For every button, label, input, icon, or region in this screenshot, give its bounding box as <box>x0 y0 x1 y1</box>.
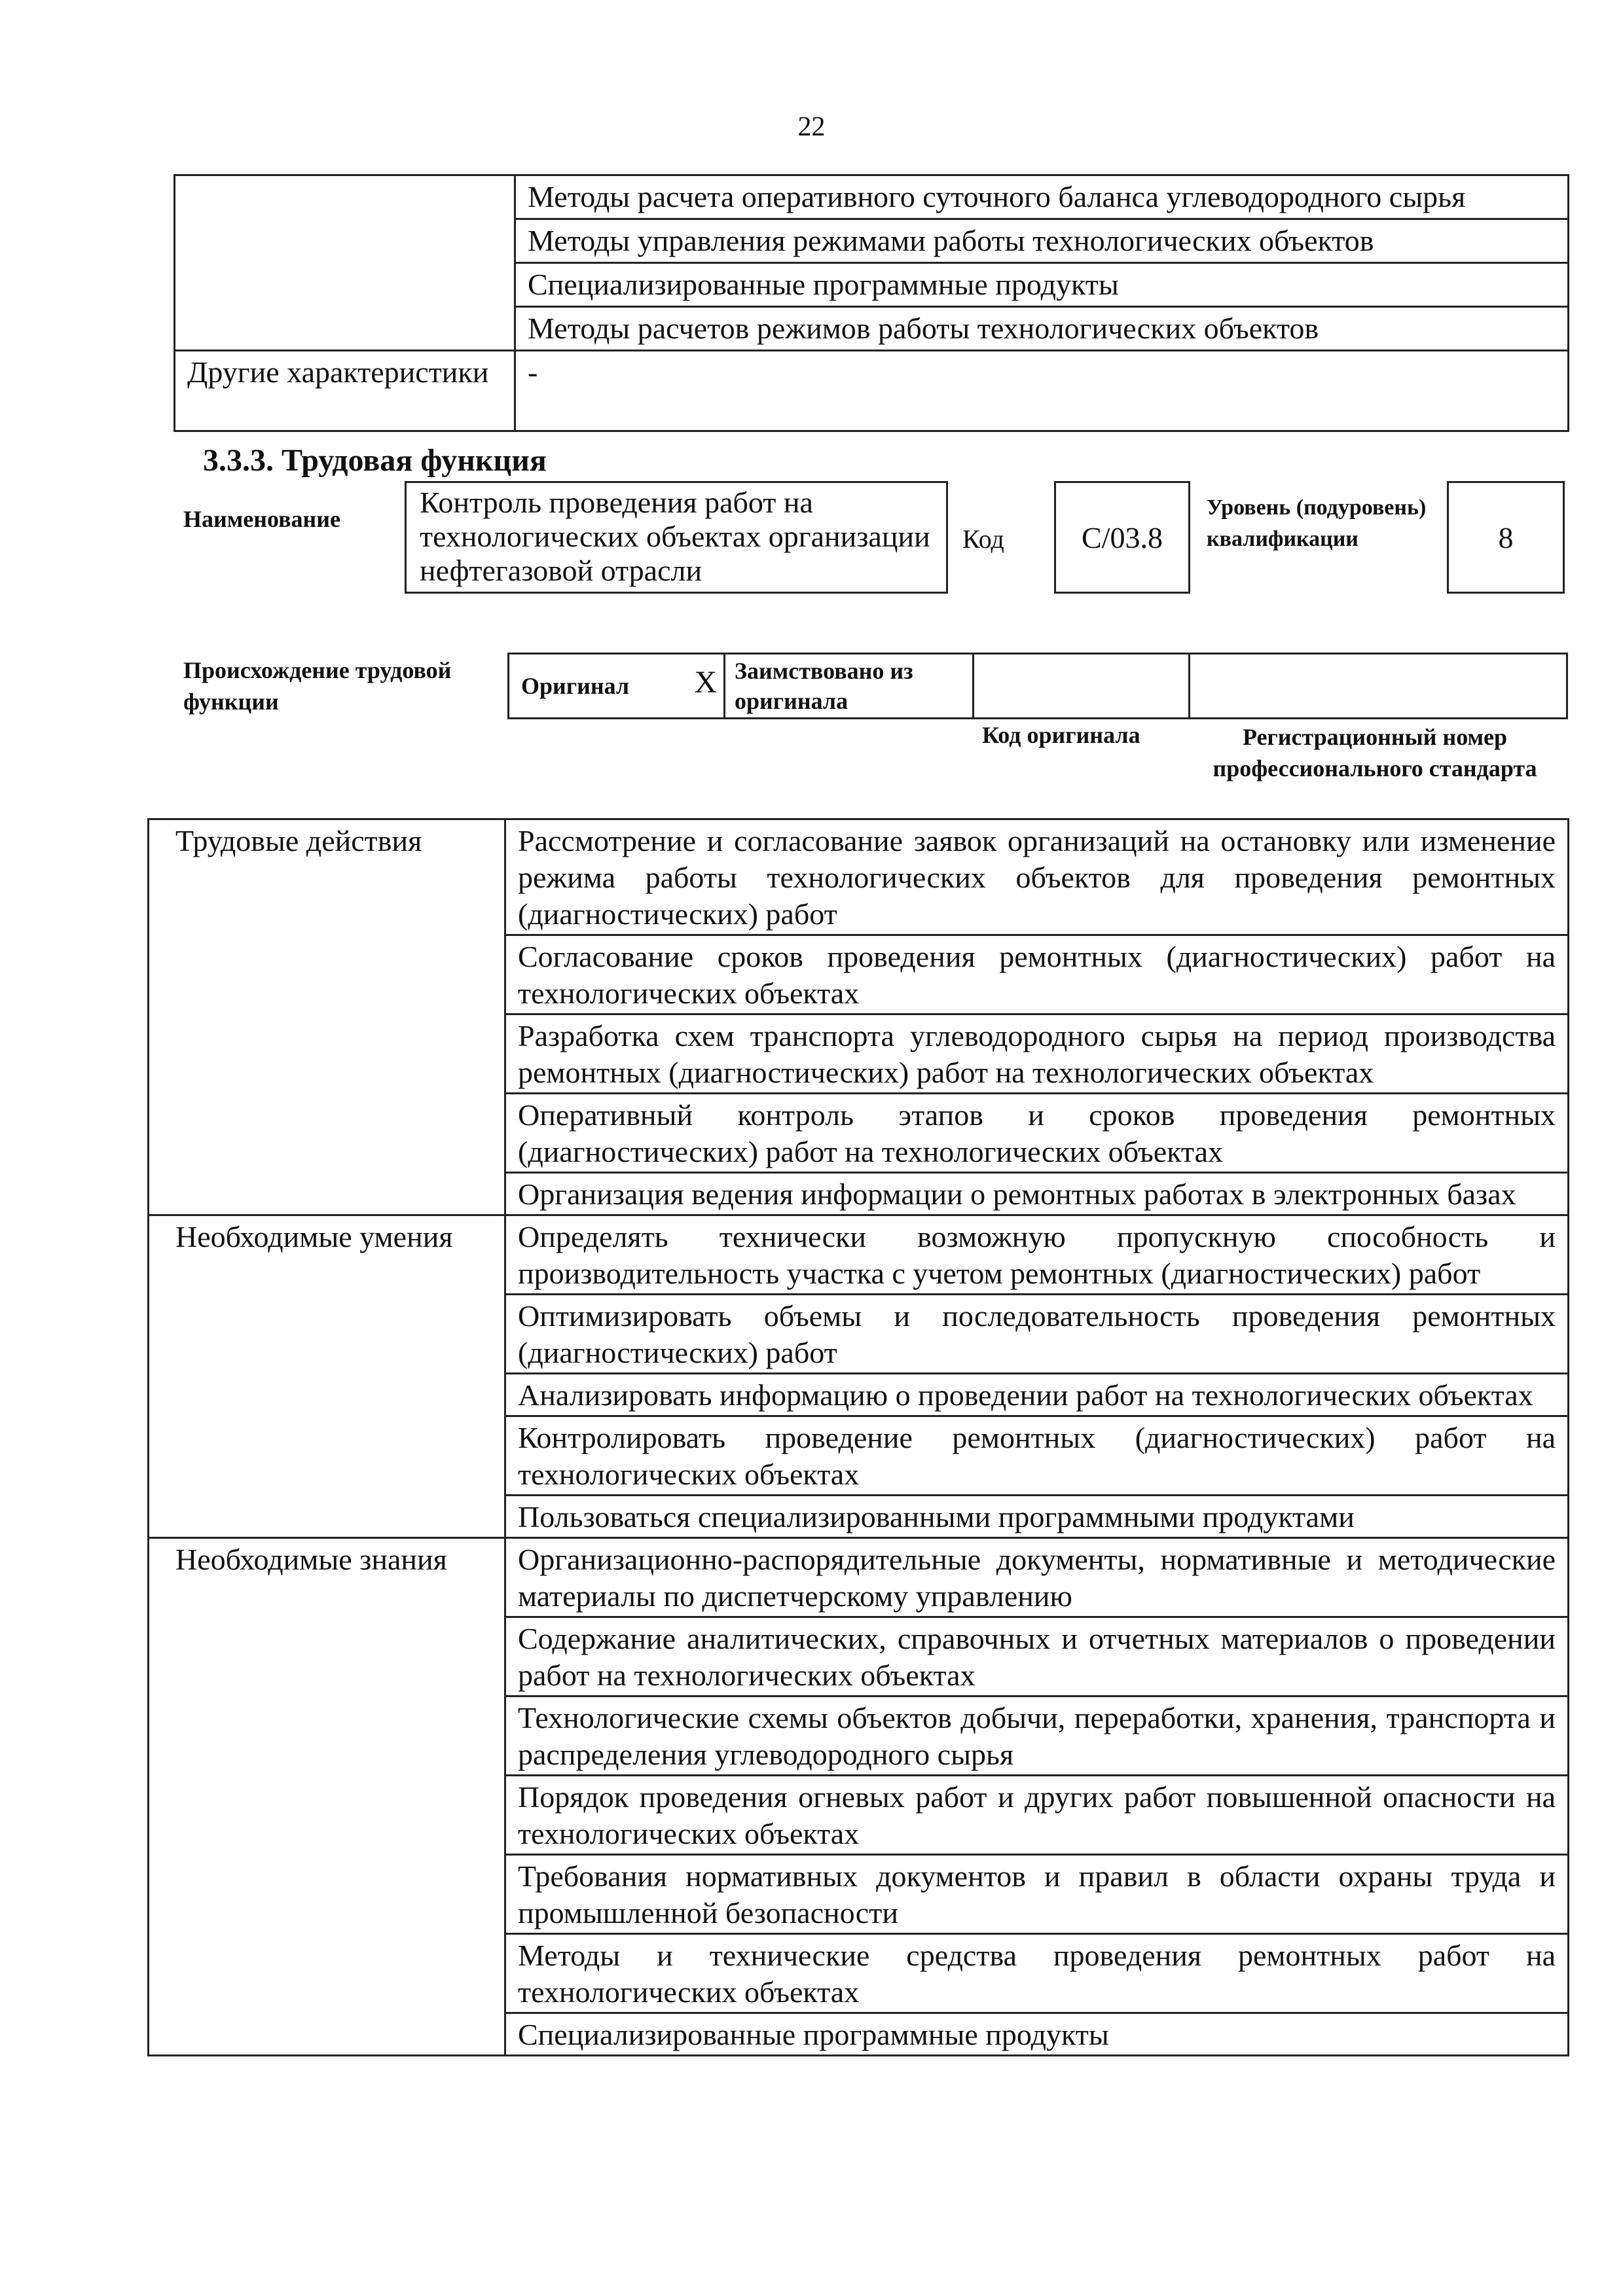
group-item: Анализировать информацию о проведении работ на технологических объектах <box>505 1374 1569 1416</box>
table-row <box>149 1215 1569 1295</box>
origin-label: Происхождение трудовой функции <box>183 657 452 715</box>
name-label: Наименование <box>183 506 340 532</box>
level-label: Уровень (подуровень) квалификации <box>1207 495 1427 551</box>
other-characteristics-value: - <box>515 351 1569 431</box>
section-title: 3.3.3. Трудовая функция <box>203 443 547 478</box>
table-row <box>149 1538 1569 1617</box>
code-label: Код <box>962 524 1004 554</box>
continuation-item: Методы управления режимами работы технологических объектов <box>515 219 1569 263</box>
registration-number-caption: Регистрационный номер профессионального стандарта <box>1213 724 1537 781</box>
level-box: 8 <box>1447 481 1565 594</box>
group-item: Пользоваться специализированными программными продуктами <box>505 1496 1569 1538</box>
continuation-table <box>173 174 1569 432</box>
empty-label-cell <box>175 175 515 351</box>
group-label: Трудовые действия <box>149 819 505 1215</box>
group-item: Технологические схемы объектов добычи, переработки, хранения, транспорта и распределения углеводородного сырья <box>505 1696 1569 1776</box>
function-name-box: Контроль проведения работ на технологических объектах организации нефтегазовой отрасли <box>405 481 948 594</box>
group-item: Определять технически возможную пропускную способность и производительность участка с учетом ремонтных (диагностических) работ <box>505 1215 1569 1295</box>
group-item: Разработка схем транспорта углеводородного сырья на период производства ремонтных (диагностических) работ на технологических объектах <box>505 1014 1569 1094</box>
borrowed-label: Заимствовано из оригинала <box>725 654 974 719</box>
continuation-item: Методы расчета оперативного суточного баланса углеводородного сырья <box>515 175 1569 219</box>
original-label: Оригинал <box>521 673 630 699</box>
function-code-box: С/03.8 <box>1054 481 1190 594</box>
table-row <box>149 819 1569 935</box>
page-number: 22 <box>797 112 826 142</box>
group-label: Необходимые умения <box>149 1215 505 1538</box>
group-item: Оптимизировать объемы и последовательность проведения ремонтных (диагностических) работ <box>505 1295 1569 1374</box>
group-item: Рассмотрение и согласование заявок организаций на остановку или изменение режима работы технологических объектов для проведения ремонтных (диагностических) работ <box>505 819 1569 935</box>
continuation-item: Методы расчетов режимов работы технологических объектов <box>515 307 1569 351</box>
continuation-item: Специализированные программные продукты <box>515 263 1569 307</box>
group-item: Организация ведения информации о ремонтных работах в электронных базах <box>505 1173 1569 1215</box>
origin-table <box>507 653 1568 719</box>
group-item: Контролировать проведение ремонтных (диагностических) работ на технологических объектах <box>505 1416 1569 1496</box>
group-item: Требования нормативных документов и правил в области охраны труда и промышленной безопасности <box>505 1855 1569 1934</box>
group-item: Организационно-распорядительные документы, нормативные и методические материалы по диспетчерскому управлению <box>505 1538 1569 1617</box>
original-mark: X <box>694 665 717 700</box>
group-label: Необходимые знания <box>149 1538 505 2056</box>
group-item: Согласование сроков проведения ремонтных (диагностических) работ на технологических объектах <box>505 935 1569 1014</box>
group-item: Содержание аналитических, справочных и отчетных материалов о проведении работ на технологических объектах <box>505 1617 1569 1696</box>
original-code-caption: Код оригинала <box>982 722 1140 748</box>
group-item: Методы и технические средства проведения ремонтных работ на технологических объектах <box>505 1934 1569 2013</box>
registration-number-cell <box>1190 654 1567 719</box>
group-item: Оперативный контроль этапов и сроков проведения ремонтных (диагностических) работ на технологических объектах <box>505 1094 1569 1173</box>
group-item: Специализированные программные продукты <box>505 2013 1569 2056</box>
original-code-cell <box>974 654 1190 719</box>
labor-function-table <box>147 818 1569 2056</box>
group-item: Порядок проведения огневых работ и других работ повышенной опасности на технологических объектах <box>505 1776 1569 1855</box>
other-characteristics-label: Другие характеристики <box>175 351 515 431</box>
